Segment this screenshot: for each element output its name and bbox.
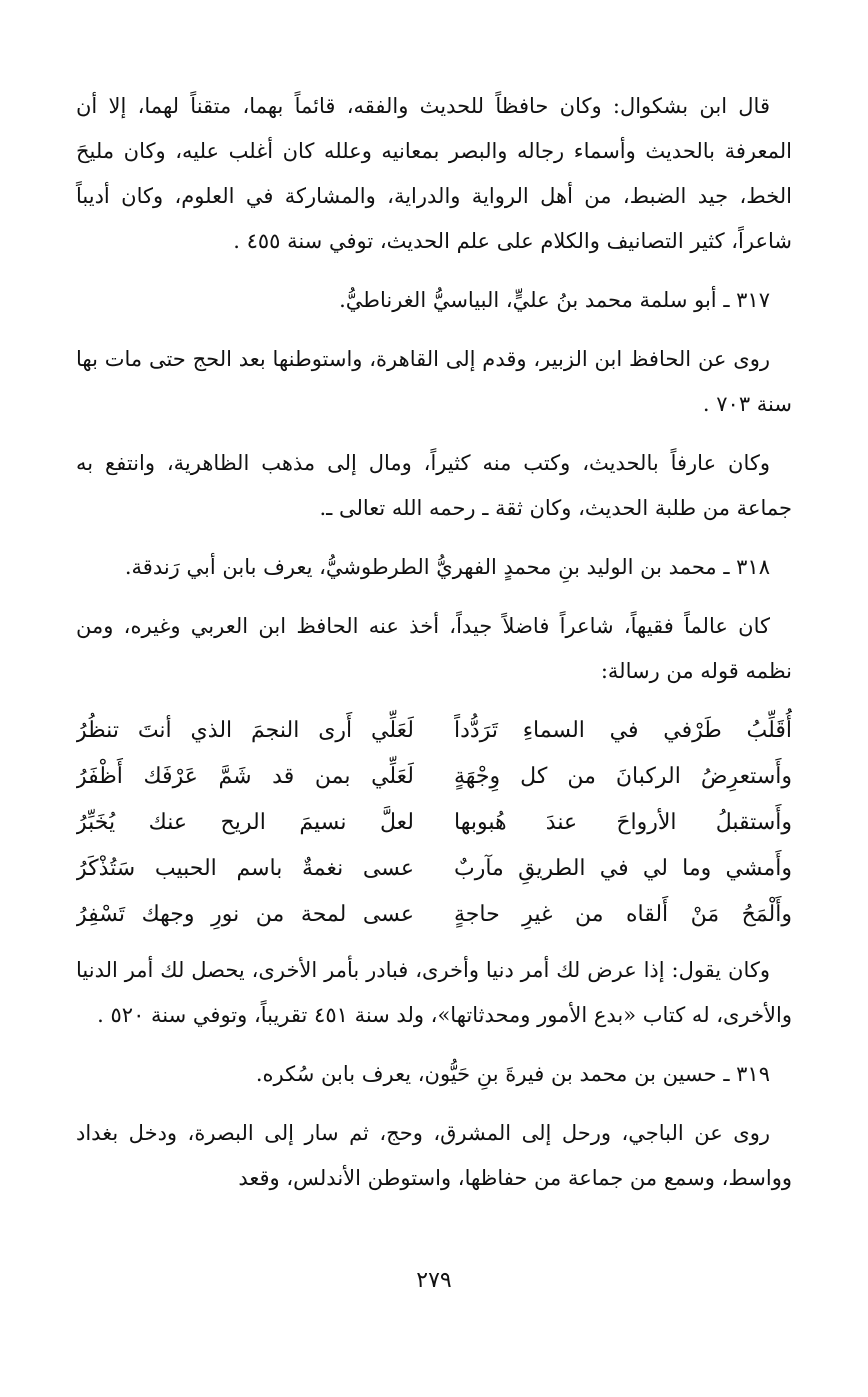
verse-second-hemistich: لَعَلِّي أَرى النجمَ الذي أنتَ تنظُرُ xyxy=(76,718,414,743)
paragraph-entry-319-narration: روى عن الباجي، ورحل إلى المشرق، وحج، ثم سار إلى البصرة، ودخل بغداد وواسط، وسمع من جماعة من حفاظها، واستوطن الأندلس، وقعد xyxy=(76,1121,792,1190)
verse-first-hemistich: أُقَلِّبُ طَرْفي في السماءِ تَرَدُّداً xyxy=(454,718,792,743)
paragraph-entry-318-description: كان عالماً فقيهاً، شاعراً فاضلاً جيداً، أخذ عنه الحافظ ابن العربي وغيره، ومن نظمه قوله من رسالة: xyxy=(76,614,792,683)
paragraph-entry-317-description: وكان عارفاً بالحديث، وكتب منه كثيراً، ومال إلى مذهب الظاهرية، وانتفع به جماعة من طلبة الحديث، وكان ثقة ـ رحمه الله تعالى ـ. xyxy=(76,451,792,520)
verse-first-hemistich: وأَستعرِضُ الركبانَ من كل وِجْهَةٍ xyxy=(454,764,792,789)
verse-first-hemistich: وأَمشي وما لي في الطريقِ مآربٌ xyxy=(454,856,792,881)
poem-verse xyxy=(76,800,792,846)
poem-verse xyxy=(76,708,792,754)
entry-heading-319: ٣١٩ ـ حسين بن محمد بن فيرةَ بنِ حَيُّون، يعرف بابن سُكره. xyxy=(255,1062,770,1086)
poem-block xyxy=(76,708,792,938)
entry-heading-317: ٣١٧ ـ أبو سلمة محمد بنُ عليٍّ، البياسيُّ الغرناطيُّ. xyxy=(339,288,770,312)
paragraph-ibn-bashkuwal-quote: قال ابن بشكوال: وكان حافظاً للحديث والفقه، قائماً بهما، متقناً لهما، إلا أن المعرفة بالحديث وأسماء رجاله والبصر بمعانيه وعلله كان أغلب عليه، وكان مليحَ الخط، جيد الضبط، من أهل الرواية والدراية، والمشاركة في العلوم، وكان أديباً شاعراً، كثير التصانيف والكلام على علم الحديث، توفي سنة ٤٥٥ . xyxy=(76,94,792,253)
entry-heading-318: ٣١٨ ـ محمد بن الوليد بنِ محمدٍ الفهريُّ الطرطوشيُّ، يعرف بابن أبي رَندقة. xyxy=(124,555,770,579)
page-number: ٢٧٩ xyxy=(416,1268,452,1293)
poem-verse xyxy=(76,846,792,892)
verse-second-hemistich: لعلَّ نسيمَ الريح عنك يُخَبِّرُ xyxy=(76,810,414,835)
poem-verse xyxy=(76,754,792,800)
book-page-text xyxy=(76,84,792,1215)
verse-first-hemistich: وأَلْمَحُ مَنْ أَلقاه من غيرِ حاجةٍ xyxy=(454,902,792,927)
paragraph-entry-317-narration: روى عن الحافظ ابن الزبير، وقدم إلى القاهرة، واستوطنها بعد الحج حتى مات بها سنة ٧٠٣ . xyxy=(76,347,792,416)
poem-verse xyxy=(76,892,792,938)
verse-second-hemistich: عسى نغمةٌ باسم الحبيب سَتُذْكَرُ xyxy=(76,856,414,881)
verse-second-hemistich: لَعَلِّي بمن قد شَمَّ عَرْفَك أَظْفَرُ xyxy=(76,764,414,789)
verse-second-hemistich: عسى لمحة من نورِ وجهك تَسْفِرُ xyxy=(76,902,414,927)
verse-first-hemistich: وأَستقبلُ الأرواحَ عندَ هُبوبها xyxy=(454,810,792,835)
paragraph-entry-318-saying: وكان يقول: إذا عرض لك أمر دنيا وأخرى، فبادر بأمر الأخرى، يحصل لك أمر الدنيا والأخرى، له كتاب «بدع الأمور ومحدثاتها»، ولد سنة ٤٥١ تقريباً، وتوفي سنة ٥٢٠ . xyxy=(76,958,792,1027)
